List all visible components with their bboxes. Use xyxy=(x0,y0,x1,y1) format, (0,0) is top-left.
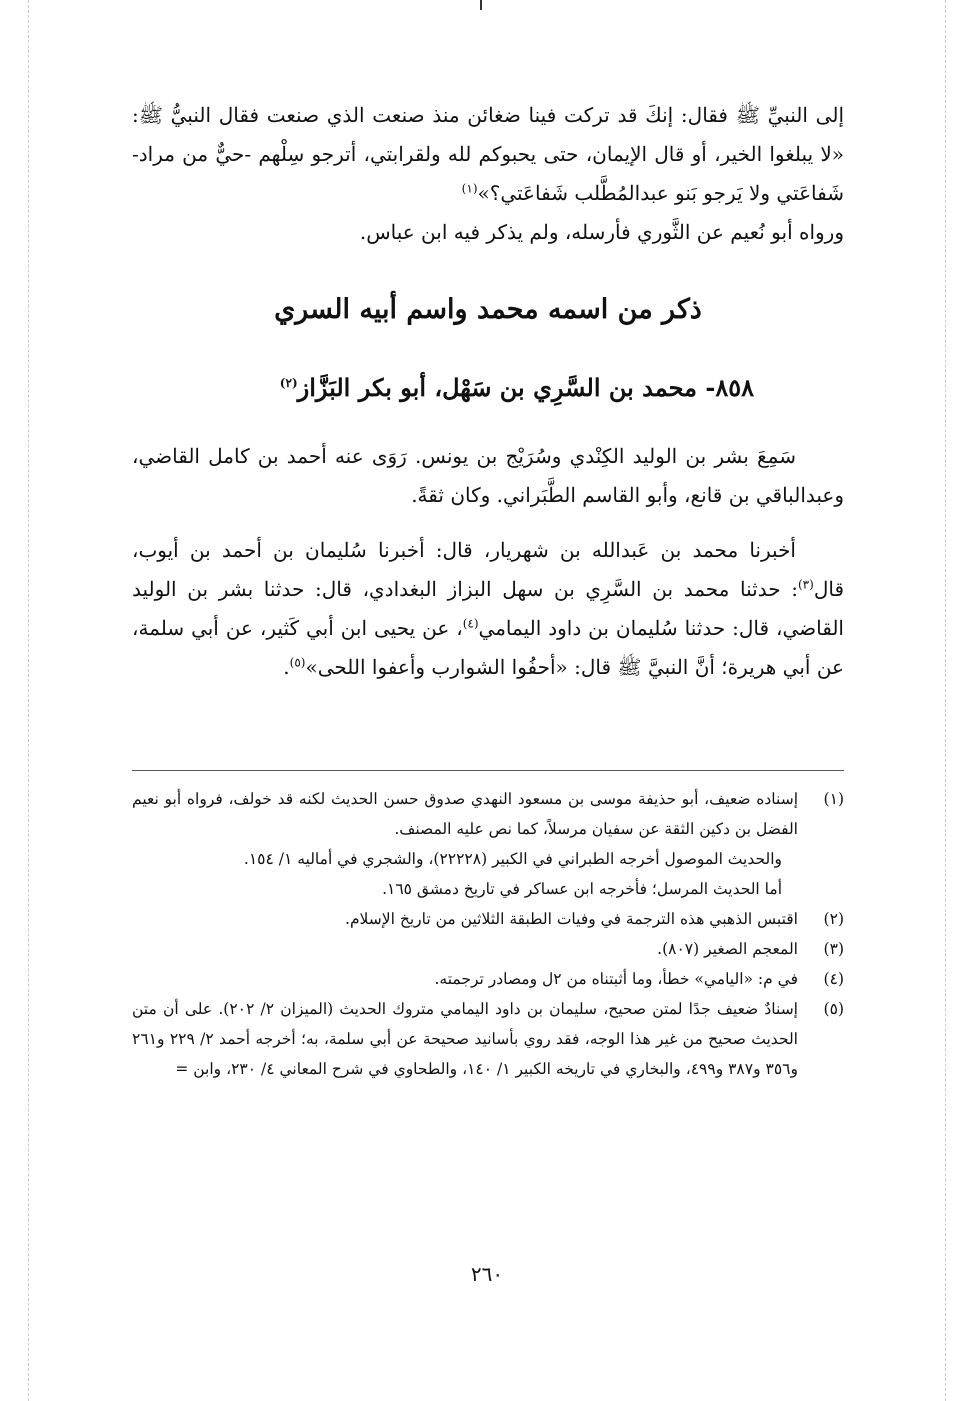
top-crop-mark xyxy=(480,0,482,10)
scan-edge-line xyxy=(945,0,946,1401)
intro-paragraph: ورواه أبو نُعيم عن الثَّوري فأرسله، ولم يذكر فيه ابن عباس. xyxy=(359,220,844,244)
footnote-4 xyxy=(132,964,844,994)
footnote-number: (٢) xyxy=(823,910,844,928)
page-number: ٢٦٠ xyxy=(470,1262,504,1286)
footnotes xyxy=(132,784,844,1084)
scan-edge-line xyxy=(28,0,29,1401)
footnote-ref: (٣) xyxy=(797,577,814,592)
entry-heading xyxy=(132,368,844,408)
footnote-text: اقتبس الذهبي هذه الترجمة في وفيات الطبقة الثلاثين من تاريخ الإسلام. xyxy=(345,910,798,928)
footnote-text: في م: «اليامي» خطأ، وما أثبتناه من ٢ل ومصادر ترجمته. xyxy=(434,970,798,988)
intro-paragraph: إلى النبيِّ ﷺ فقال: إنكَ قد تركت فينا ضغائن منذ صنعت الذي صنعت فقال النبيُّ ﷺ: «لا يبلغوا الخير، أو قال الإيمان، حتى يحبوكم لله ولقرابتي، أترجو سِلْهم -حيٌّ من مراد- شَفاعَتي ولا يَرجو بَنو عبدالمُطَّلب شَفاعَتي؟»$^{(١)}$ xyxy=(132,103,844,205)
footnote-ref: (٢) xyxy=(279,376,298,390)
footnote-number: (٥) xyxy=(823,1000,844,1018)
footnote-text: إسنادٌ ضعيف جدًا لمتن صحيح، سليمان بن داود اليمامي متروك الحديث (الميزان ٢/ ٢٠٢). على أن متن الحديث صحيح من غير هذا الوجه، فقد روي بأسانيد صحيحة عن أبي سلمة، به؛ أخرجه أحمد ٢/ ٢٢٩ و٢٦١ و٣٥٦ و٣٨٧ و٤٩٩، والبخاري في تاريخه الكبير ١/ ١٤٠، والطحاوي في شرح المعاني ٤/ ٢٣٠، وابن = xyxy=(132,1000,798,1078)
footnote-ref: (٥) xyxy=(289,655,306,670)
footnote-3 xyxy=(132,934,844,964)
footnote-ref: (١) xyxy=(461,181,478,196)
footnote-text: والحديث الموصول أخرجه الطبراني في الكبير (٢٢٢٢٨)، والشجري في أماليه ١/ ١٥٤. xyxy=(243,850,782,868)
footnote-number: (١) xyxy=(823,790,844,808)
intro-text xyxy=(132,96,844,252)
section-title: ذكر من اسمه محمد واسم أبيه السري xyxy=(274,294,702,325)
footnote-1 xyxy=(132,784,844,904)
biography xyxy=(132,437,844,687)
footnote-text: أما الحديث المرسل؛ فأخرجه ابن عساكر في تاريخ دمشق ١٦٥. xyxy=(382,880,782,898)
hadith-paragraph: أخبرنا محمد بن عَبدالله بن شهريار، قال: أخبرنا سُليمان بن أحمد بن أيوب، قال$^{(٣)}$: حدثنا محمد بن السَّرِي بن سهل البزاز البغدادي، قال: حدثنا بشر بن الوليد القاضي، قال: حدثنا سُليمان بن داود اليمامي$^{(٤)}$، عن يحيى ابن أبي كَثير، عن أبي سلمة، عن أبي هريرة؛ أنَّ النبيَّ ﷺ قال: «أحفُوا الشوارب وأعفوا اللحى»$^{(٥)}$. xyxy=(132,538,844,679)
footnote-text: إسناده ضعيف، أبو حذيفة موسى بن مسعود النهدي صدوق حسن الحديث لكنه قد خولف، فرواه أبو نعيم الفضل بن دكين الثقة عن سفيان مرسلاً، كما نص عليه المصنف. xyxy=(132,790,798,838)
footnote-divider xyxy=(132,770,844,771)
entry-name: محمد بن السَّرِي بن سَهْل، أبو بكر البَزَّاز xyxy=(297,373,697,402)
footnote-number: (٤) xyxy=(823,970,844,988)
footnote-2 xyxy=(132,904,844,934)
footnote-number: (٣) xyxy=(823,940,844,958)
bio-paragraph: سَمِعَ بشر بن الوليد الكِنْدي وسُرَيْج بن يونس. رَوَى عنه أحمد بن كامل القاضي، وعبدالباقي بن قانع، وأبو القاسم الطَّبَراني. وكان ثقةً. xyxy=(132,444,844,507)
footnote-text: المعجم الصغير (٨٠٧). xyxy=(657,940,798,958)
footnote-ref: (٤) xyxy=(462,616,479,631)
entry-number: ٨٥٨- xyxy=(705,373,754,402)
footnote-5 xyxy=(132,994,844,1084)
